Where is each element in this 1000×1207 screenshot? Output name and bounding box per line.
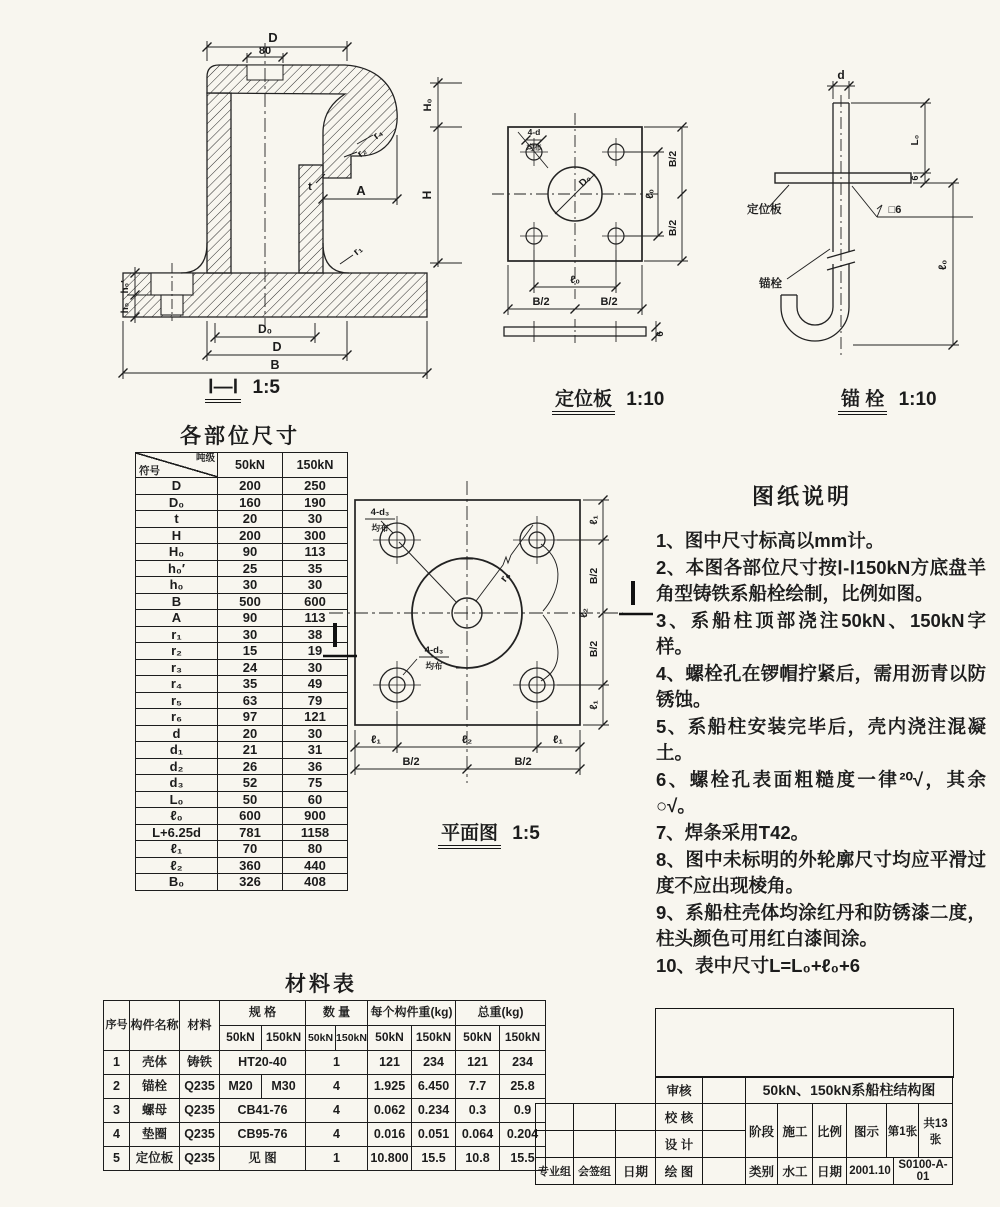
dim-value-50: 781 [218, 824, 283, 841]
tb-empty [616, 1131, 656, 1158]
label-plan-holes-2-sub: 均布 [425, 661, 443, 671]
mat-u50: 121 [368, 1051, 412, 1075]
callout-plate: 定位板 [747, 204, 782, 216]
dim-symbol: D₀ [136, 494, 218, 511]
tb-date-label: 日期 [813, 1158, 847, 1185]
dim-label-l2-right: ℓ₂ [578, 608, 590, 618]
note-item: 5、系船柱安装完毕后，壳内浇注混凝土。 [656, 716, 986, 763]
title-block-empty-box [655, 1008, 954, 1078]
mat-no: 2 [104, 1075, 130, 1099]
dim-value-150: 19 [283, 643, 348, 660]
plate-view-drawing [420, 55, 720, 375]
dim-symbol: B [136, 593, 218, 610]
dim-value-50: 90 [218, 544, 283, 561]
plan-view-drawing [315, 475, 665, 810]
table-row [104, 1123, 546, 1147]
dim-symbol: r₃ [136, 659, 218, 676]
tb-group-date: 日期 [616, 1158, 656, 1185]
dim-label-halfB-r1: B/2 [588, 567, 600, 585]
mat-h-qty-50: 50kN [306, 1026, 336, 1051]
dim-value-50: 25 [218, 560, 283, 577]
dim-value-150: 440 [283, 857, 348, 874]
label-plate-thickness: 6 [655, 331, 666, 337]
dim-value-50: 326 [218, 874, 283, 891]
tb-stage-label: 阶段 [746, 1104, 778, 1158]
dim-value-150: 30 [283, 725, 348, 742]
dim-value-50: 52 [218, 775, 283, 792]
dim-label-l0-right: ℓ₀ [644, 189, 656, 199]
note-item: 6、螺栓孔表面粗糙度一律²⁰√，其余○√。 [656, 769, 986, 816]
mat-no: 4 [104, 1123, 130, 1147]
dim-symbol: d₁ [136, 742, 218, 759]
mat-name: 定位板 [130, 1147, 180, 1171]
dim-value-50: 35 [218, 676, 283, 693]
dim-value-150: 30 [283, 577, 348, 594]
plate-caption-name: 定位板 [552, 389, 615, 415]
dim-label-halfB-4: B/2 [600, 296, 618, 308]
dim-label-80: 80 [258, 45, 272, 57]
dim-symbol: ℓ₁ [136, 841, 218, 858]
tb-empty [616, 1104, 656, 1131]
dim-label-halfB-3: B/2 [532, 296, 550, 308]
dim-label-l1-r2: ℓ₁ [588, 700, 600, 710]
dim-label-halfB-r2: B/2 [588, 640, 600, 658]
mat-h-mat: 材料 [180, 1001, 220, 1051]
tb-check-label: 校 核 [656, 1104, 703, 1131]
mat-u150: 15.5 [412, 1147, 456, 1171]
mat-h-unit-150: 150kN [412, 1026, 456, 1051]
mat-spec: HT20-40 [220, 1051, 306, 1075]
mat-t50: 121 [456, 1051, 500, 1075]
mat-t150: 0.204 [500, 1123, 546, 1147]
dim-symbol: d [136, 725, 218, 742]
tb-scale-value: 图示 [847, 1104, 887, 1158]
note-item: 4、螺栓孔在锣帽拧紧后，需用沥青以防锈蚀。 [656, 663, 986, 710]
bolt-caption-scale: 1:10 [898, 389, 937, 410]
plate-caption [552, 384, 664, 411]
tb-empty [574, 1131, 616, 1158]
mat-qty: 1 [306, 1147, 368, 1171]
dim-symbol: r₆ [136, 709, 218, 726]
dim-label-H: H [420, 190, 434, 200]
tb-check-value [703, 1104, 746, 1131]
notes-heading: 图纸说明 [752, 484, 853, 509]
drawing-title: 50kN、150kN系船柱结构图 [746, 1077, 953, 1104]
dim-label-H0: H₀ [422, 98, 434, 112]
note-item: 9、系船柱壳体均涂红丹和防锈漆二度，柱头颜色可用红白漆间涂。 [656, 902, 986, 949]
dim-symbol: ℓ₀ [136, 808, 218, 825]
dim-value-150: 300 [283, 527, 348, 544]
tb-review-value [703, 1077, 746, 1104]
tb-design-value [703, 1131, 746, 1158]
mat-name: 螺母 [130, 1099, 180, 1123]
section-caption-scale: 1:5 [252, 377, 280, 398]
tb-doc-number: S0100-A-01 [894, 1158, 953, 1185]
tb-scale-label: 比例 [813, 1104, 847, 1158]
dim-value-50: 600 [218, 808, 283, 825]
section-caption [205, 376, 280, 399]
mat-h-name: 构件名称 [130, 1001, 180, 1051]
dim-value-50: 26 [218, 758, 283, 775]
materials-heading: 材料表 [285, 973, 357, 996]
dim-symbol: D [136, 478, 218, 495]
dim-symbol: d₂ [136, 758, 218, 775]
dim-value-50: 63 [218, 692, 283, 709]
mat-qty: 4 [306, 1075, 368, 1099]
dim-label-L0: L₀ [910, 134, 921, 146]
mat-u150: 234 [412, 1051, 456, 1075]
dim-symbol: L+6.25d [136, 824, 218, 841]
dim-label-l1-r1: ℓ₁ [588, 515, 600, 525]
mat-material: 铸铁 [180, 1051, 220, 1075]
dim-label-l2-bottom: ℓ₂ [461, 734, 473, 746]
dim-symbol: B₀ [136, 874, 218, 891]
tb-empty [574, 1104, 616, 1131]
note-item: 8、图中未标明的外轮廓尺寸均应平滑过度不应出现棱角。 [656, 849, 986, 896]
bolt-caption-name: 锚 栓 [838, 389, 887, 415]
dim-symbol: r₂ [136, 643, 218, 660]
dim-symbol: r₁ [136, 626, 218, 643]
dim-value-50: 50 [218, 791, 283, 808]
dim-symbol: h₀′ [136, 560, 218, 577]
col-50kN: 50kN [218, 453, 283, 478]
dim-table-corner [136, 453, 218, 478]
title-block-stage-row [745, 1103, 953, 1158]
dim-label-l1-b1: ℓ₁ [371, 734, 381, 746]
label-plan-holes-2: 4-d₃ [424, 645, 444, 656]
label-plan-holes-1: 4-d₃ [370, 507, 390, 518]
mat-spec: CB41-76 [220, 1099, 306, 1123]
dim-symbol: r₅ [136, 692, 218, 709]
tb-empty [536, 1131, 574, 1158]
dim-value-150: 1158 [283, 824, 348, 841]
dim-value-50: 360 [218, 857, 283, 874]
table-row [136, 824, 348, 841]
mat-name: 垫圈 [130, 1123, 180, 1147]
dim-value-150: 250 [283, 478, 348, 495]
dim-value-50: 20 [218, 511, 283, 528]
dim-value-150: 408 [283, 874, 348, 891]
mat-h-total-50: 50kN [456, 1026, 500, 1051]
label-center-hole: D₀ [577, 173, 594, 190]
mat-qty: 1 [306, 1051, 368, 1075]
dim-label-l0-bolt: ℓ₀ [937, 259, 949, 271]
dim-value-150: 35 [283, 560, 348, 577]
dim-value-50: 500 [218, 593, 283, 610]
weld-symbol-label: □6 [888, 204, 902, 216]
dim-value-150: 113 [283, 544, 348, 561]
dim-value-50: 160 [218, 494, 283, 511]
dim-symbol: d₃ [136, 775, 218, 792]
dim-label-6: 6 [910, 175, 920, 181]
dim-symbol: h₀ [136, 577, 218, 594]
tb-date-value: 2001.10 [847, 1158, 894, 1185]
dim-value-150: 49 [283, 676, 348, 693]
tb-draw-label: 绘 图 [656, 1158, 703, 1185]
dim-symbol: L₀ [136, 791, 218, 808]
dim-label-h0p: h₀′ [120, 280, 131, 294]
mat-t50: 0.064 [456, 1123, 500, 1147]
dim-value-50: 200 [218, 527, 283, 544]
dim-label-halfB-2: B/2 [667, 219, 679, 237]
mat-u150: 6.450 [412, 1075, 456, 1099]
dim-symbol: A [136, 610, 218, 627]
mat-material: Q235 [180, 1099, 220, 1123]
dim-value-50: 30 [218, 626, 283, 643]
dim-value-150: 31 [283, 742, 348, 759]
tb-draw-value [703, 1158, 746, 1185]
label-plan-holes-1-sub: 均布 [371, 523, 389, 533]
title-block-groups [535, 1103, 656, 1185]
mat-name: 壳体 [130, 1051, 180, 1075]
mat-h-qty: 数 量 [306, 1001, 368, 1026]
dim-value-50: 21 [218, 742, 283, 759]
mat-t150: 25.8 [500, 1075, 546, 1099]
dim-label-r4: r₄ [370, 127, 386, 143]
table-row [136, 874, 348, 891]
mat-material: Q235 [180, 1147, 220, 1171]
callout-bolt: 锚栓 [759, 278, 782, 290]
tb-review-label: 审核 [656, 1077, 703, 1104]
mat-material: Q235 [180, 1123, 220, 1147]
dim-value-150: 190 [283, 494, 348, 511]
corner-bottom-label: 符号 [139, 464, 160, 477]
table-row [136, 841, 348, 858]
label-plate-holes-sub: 均布 [526, 143, 542, 152]
mat-h-total: 总重(kg) [456, 1001, 546, 1026]
tb-cat-value: 水工 [778, 1158, 813, 1185]
dim-table-header-row [136, 453, 348, 478]
dim-value-50: 70 [218, 841, 283, 858]
dim-value-150: 30 [283, 511, 348, 528]
notes-list [656, 528, 986, 980]
dim-label-r2: r₂ [355, 145, 370, 161]
section-caption-name: Ⅰ—Ⅰ [205, 377, 241, 403]
table-row [104, 1051, 546, 1075]
dim-value-150: 121 [283, 709, 348, 726]
materials-table [103, 1000, 546, 1171]
dim-label-h0: h₀ [120, 302, 131, 314]
mat-no: 5 [104, 1147, 130, 1171]
dim-label-l1-b2: ℓ₁ [553, 734, 563, 746]
section-view-drawing [95, 15, 465, 385]
dim-value-150: 30 [283, 659, 348, 676]
title-block [535, 1008, 955, 1186]
dim-value-50: 90 [218, 610, 283, 627]
dim-value-50: 24 [218, 659, 283, 676]
mat-u150: 0.234 [412, 1099, 456, 1123]
tb-stage-value: 施工 [778, 1104, 813, 1158]
dim-value-50: 200 [218, 478, 283, 495]
mat-u50: 0.016 [368, 1123, 412, 1147]
mat-spec-50: M20 [220, 1075, 262, 1099]
tb-group1: 专业组 [536, 1158, 574, 1185]
mat-h-spec: 规 格 [220, 1001, 306, 1026]
dim-symbol: H₀ [136, 544, 218, 561]
mat-spec: 见 图 [220, 1147, 306, 1171]
dims-heading: 各部位尺寸 [180, 425, 300, 448]
mat-t50: 10.8 [456, 1147, 500, 1171]
mat-u50: 1.925 [368, 1075, 412, 1099]
dim-value-150: 60 [283, 791, 348, 808]
table-row [104, 1075, 546, 1099]
mat-material: Q235 [180, 1075, 220, 1099]
dim-label-halfB-1: B/2 [667, 150, 679, 168]
corner-top-label: 吨级 [195, 453, 215, 464]
mat-spec: CB95-76 [220, 1123, 306, 1147]
dim-value-50: 20 [218, 725, 283, 742]
mat-h-total-150: 150kN [500, 1026, 546, 1051]
title-block-sign-col [655, 1076, 746, 1185]
mat-h-no: 序号 [104, 1001, 130, 1051]
mat-u50: 10.800 [368, 1147, 412, 1171]
mat-h-unit: 每个构件重(kg) [368, 1001, 456, 1026]
dim-symbol: r₄ [136, 676, 218, 693]
table-row [104, 1147, 546, 1171]
note-item: 7、焊条采用T42。 [656, 822, 810, 843]
plate-caption-scale: 1:10 [626, 389, 665, 410]
mat-h-unit-50: 50kN [368, 1026, 412, 1051]
tb-cat-label: 类别 [746, 1158, 778, 1185]
dim-label-t: t [308, 181, 312, 193]
mat-t150: 0.9 [500, 1099, 546, 1123]
title-block-cat-row [745, 1157, 953, 1185]
tb-design-label: 设 计 [656, 1131, 703, 1158]
dim-label-r6: r₆ [498, 569, 514, 585]
dim-value-50: 30 [218, 577, 283, 594]
dim-symbol: ℓ₂ [136, 857, 218, 874]
mat-u150: 0.051 [412, 1123, 456, 1147]
tb-sheet-total: 共13张 [919, 1104, 953, 1158]
dim-value-150: 36 [283, 758, 348, 775]
tb-empty [536, 1104, 574, 1131]
mat-qty: 4 [306, 1099, 368, 1123]
mat-header-row-1 [104, 1001, 546, 1026]
dim-value-150: 79 [283, 692, 348, 709]
dim-label-r1: r₁ [350, 243, 366, 259]
mat-h-spec-150: 150kN [262, 1026, 306, 1051]
dim-label-l0-bottom: ℓ₀ [570, 274, 580, 286]
dim-value-150: 900 [283, 808, 348, 825]
dim-label-B: B [270, 358, 280, 372]
note-item: 3、系船柱顶部浇注50kN、150kN字样。 [656, 610, 986, 657]
plan-caption-scale: 1:5 [512, 823, 540, 844]
dim-label-D-bottom: D [272, 340, 282, 354]
dim-label-halfB-b2: B/2 [514, 756, 532, 768]
mat-name: 锚栓 [130, 1075, 180, 1099]
mat-u50: 0.062 [368, 1099, 412, 1123]
mat-t50: 0.3 [456, 1099, 500, 1123]
mat-no: 3 [104, 1099, 130, 1123]
bolt-view-drawing [745, 55, 990, 375]
dim-value-150: 113 [283, 610, 348, 627]
mat-h-spec-50: 50kN [220, 1026, 262, 1051]
table-row [136, 857, 348, 874]
mat-t150: 234 [500, 1051, 546, 1075]
dim-symbol: H [136, 527, 218, 544]
note-item: 10、表中尺寸L=L₀+ℓ₀+6 [656, 955, 861, 976]
mat-h-qty-150: 150kN [336, 1026, 368, 1051]
plan-caption [438, 818, 540, 845]
mat-spec-150: M30 [262, 1075, 306, 1099]
dim-value-150: 600 [283, 593, 348, 610]
bolt-caption [838, 384, 937, 411]
note-item: 2、本图各部位尺寸按Ⅰ-Ⅰ150kN方底盘羊角型铸铁系船栓绘制，比例如图。 [656, 557, 986, 604]
mat-qty: 4 [306, 1123, 368, 1147]
tb-group2: 会签组 [574, 1158, 616, 1185]
dim-label-d: d [837, 68, 845, 82]
dim-label-halfB-b1: B/2 [402, 756, 420, 768]
dim-label-A: A [356, 183, 366, 198]
dim-value-50: 15 [218, 643, 283, 660]
dim-symbol: t [136, 511, 218, 528]
tb-sheet-no: 第1张 [887, 1104, 919, 1158]
col-150kN: 150kN [283, 453, 348, 478]
mat-t50: 7.7 [456, 1075, 500, 1099]
table-row [104, 1099, 546, 1123]
dim-label-D0: D₀ [257, 322, 273, 336]
dim-value-150: 80 [283, 841, 348, 858]
label-plate-holes: 4-d [527, 127, 541, 137]
dim-value-50: 97 [218, 709, 283, 726]
dim-value-150: 75 [283, 775, 348, 792]
mat-t150: 15.5 [500, 1147, 546, 1171]
plan-caption-name: 平面图 [438, 823, 501, 849]
mat-no: 1 [104, 1051, 130, 1075]
dim-value-150: 38 [283, 626, 348, 643]
note-item: 1、图中尺寸标高以mm计。 [656, 530, 885, 551]
dim-label-D-top: D [268, 30, 278, 45]
title-block-title [745, 1076, 953, 1104]
